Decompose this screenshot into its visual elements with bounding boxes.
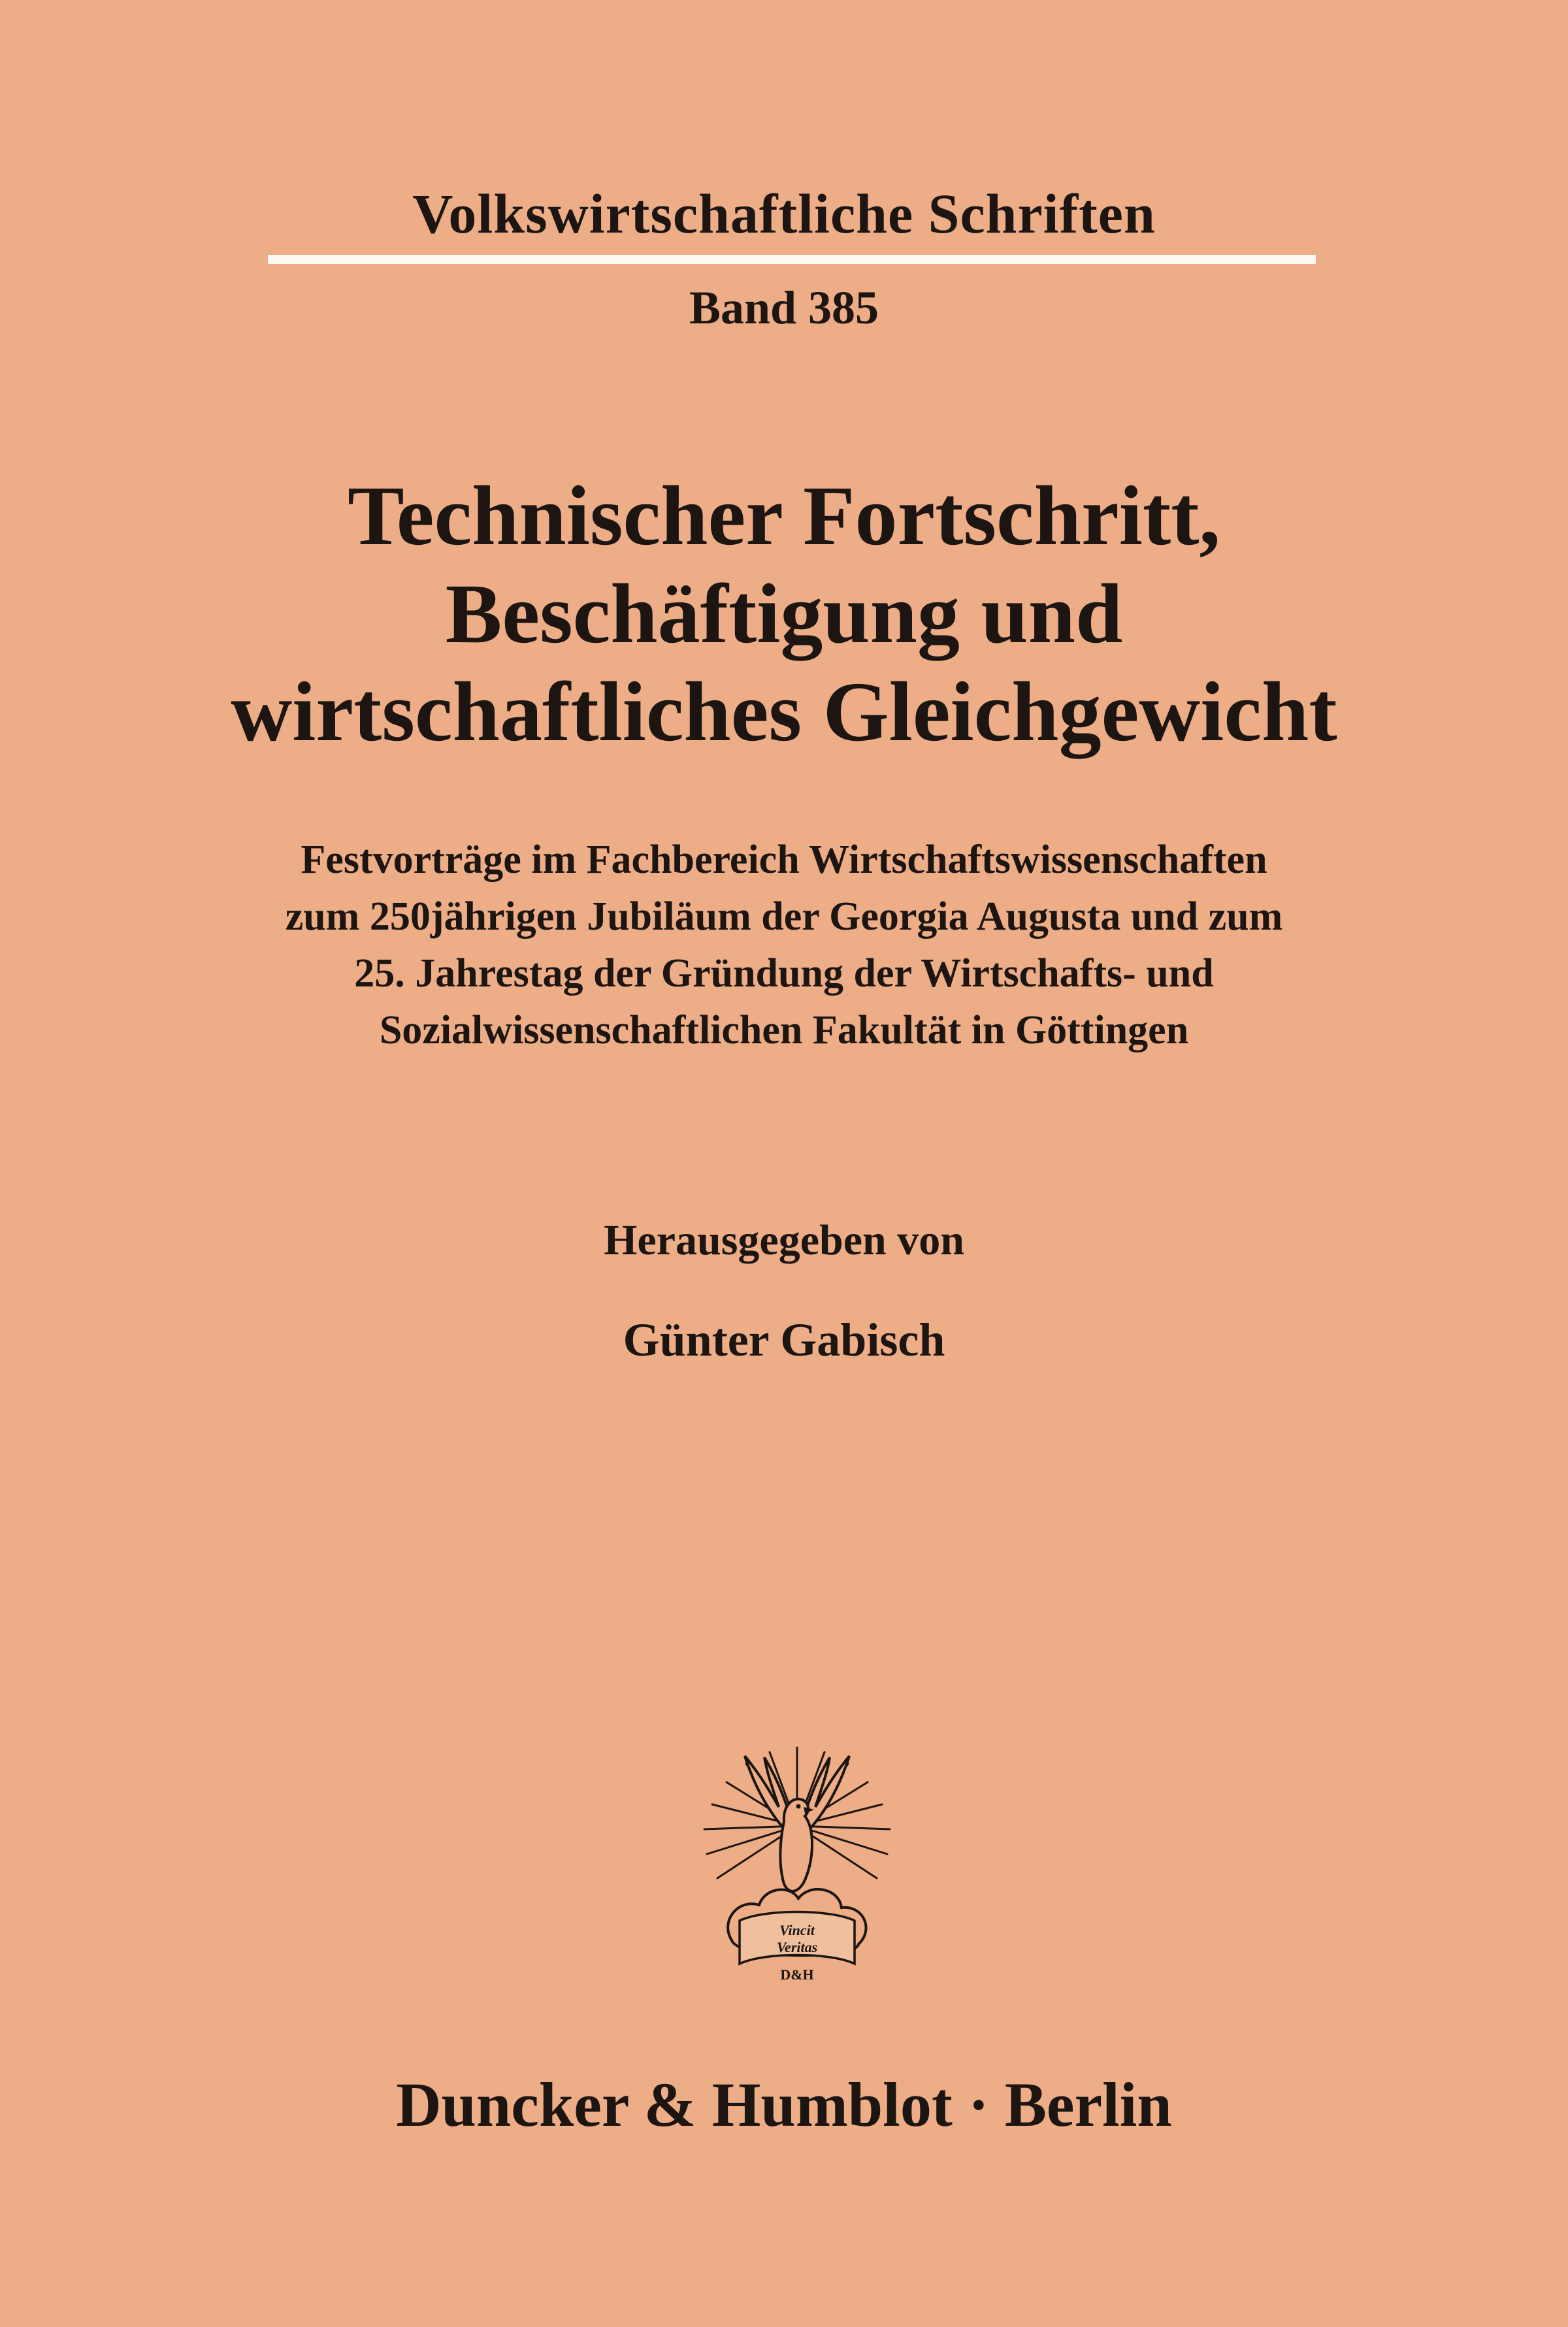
book-subtitle-line: Festvorträge im Fachbereich Wirtschaftswissenschaften [301, 838, 1267, 882]
volume-number: Band 385 [689, 282, 879, 334]
editor-label: Herausgegeben von [604, 1216, 964, 1264]
phoenix-emblem-icon [699, 1744, 895, 1993]
book-title-line: wirtschaftliches Gleichgewicht [231, 665, 1337, 759]
publisher-name: Duncker & Humblot · Berlin [396, 2070, 1172, 2140]
phoenix-eye [796, 1804, 801, 1809]
series-divider [268, 255, 1316, 264]
editor-name: Günter Gabisch [623, 1314, 945, 1366]
book-title-line: Technischer Fortschritt, [348, 469, 1220, 563]
phoenix-body [780, 1799, 812, 1891]
book-title-line: Beschäftigung und [445, 567, 1123, 661]
book-subtitle [0, 832, 1568, 1059]
book-title [0, 467, 1568, 761]
motto-line-1: Vincit [779, 1922, 815, 1938]
book-subtitle-line: Sozialwissenschaftlichen Fakultät in Göttingen [379, 1008, 1189, 1052]
book-subtitle-line: zum 250jährigen Jubiläum der Georgia Augusta und zum [285, 894, 1283, 939]
publisher-monogram: D&H [780, 1966, 814, 1983]
series-title: Volkswirtschaftliche Schriften [412, 182, 1156, 245]
motto-line-2: Veritas [776, 1939, 818, 1955]
book-subtitle-line: 25. Jahrestag der Gründung der Wirtschafts- und [354, 951, 1214, 996]
